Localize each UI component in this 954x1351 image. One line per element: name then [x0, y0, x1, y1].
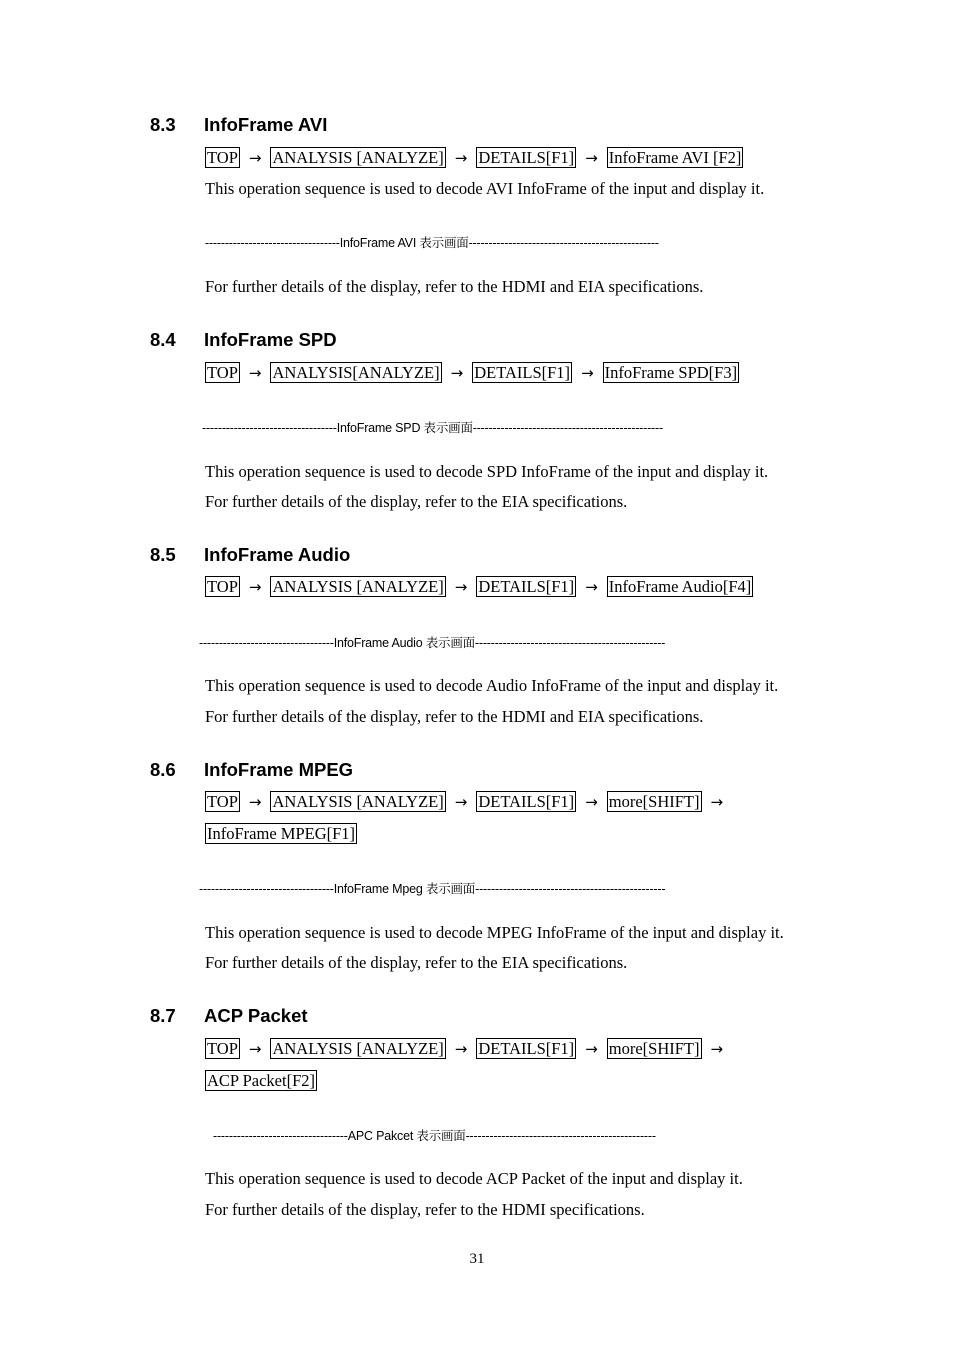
section-title: InfoFrame MPEG: [204, 759, 354, 780]
arrow-right-icon: →: [248, 577, 262, 596]
arrow-right-icon: →: [585, 148, 598, 167]
arrow-right-icon: →: [581, 363, 594, 382]
nav-key-top: TOP: [207, 363, 238, 382]
nav-key-infoframe-spd: InfoFrame SPD[F3]: [604, 363, 738, 382]
nav-key-details: DETAILS[F1]: [474, 363, 571, 382]
arrow-right-icon: →: [454, 577, 468, 596]
section-heading-8-6: [150, 759, 354, 781]
screen-caption: ----------------------------------InfoFrame SPD 表示画面------------------------------------------------: [202, 421, 663, 435]
nav-sequence-8-7-line2: [205, 1070, 317, 1091]
section-number: 8.3: [150, 114, 176, 135]
section-heading-8-4: [150, 329, 337, 351]
nav-sequence-8-4: [205, 362, 739, 383]
section-description: This operation sequence is used to decode Audio InfoFrame of the input and display it.: [205, 676, 779, 695]
arrow-right-icon: →: [454, 1039, 468, 1058]
nav-key-details: DETAILS[F1]: [478, 1039, 575, 1058]
nav-key-more: more[SHIFT]: [608, 792, 700, 811]
section-note: For further details of the display, refer to the EIA specifications.: [205, 492, 628, 511]
screen-caption: ----------------------------------APC Pakcet 表示画面------------------------------------------------: [213, 1129, 656, 1143]
nav-key-top: TOP: [207, 148, 238, 167]
arrow-right-icon: →: [248, 148, 262, 167]
nav-key-top: TOP: [207, 1039, 238, 1058]
nav-key-analysis: ANALYSIS [ANALYZE]: [272, 148, 444, 167]
nav-key-more: more[SHIFT]: [608, 1039, 700, 1058]
nav-key-details: DETAILS[F1]: [478, 577, 575, 596]
nav-key-analysis: ANALYSIS [ANALYZE]: [272, 792, 444, 811]
arrow-right-icon: →: [585, 792, 598, 811]
nav-sequence-8-6: [205, 791, 732, 812]
section-number: 8.6: [150, 759, 176, 780]
section-description: This operation sequence is used to decode MPEG InfoFrame of the input and display it.: [205, 923, 784, 942]
section-number: 8.7: [150, 1005, 176, 1026]
section-number: 8.4: [150, 329, 176, 350]
arrow-right-icon: →: [454, 148, 468, 167]
nav-key-analysis: ANALYSIS[ANALYZE]: [272, 363, 440, 382]
section-heading-8-5: [150, 544, 351, 566]
nav-sequence-8-7: [205, 1038, 732, 1059]
nav-key-analysis: ANALYSIS [ANALYZE]: [272, 577, 444, 596]
nav-key-top: TOP: [207, 577, 238, 596]
section-heading-8-3: [150, 114, 328, 136]
arrow-right-icon: →: [450, 363, 464, 382]
nav-key-acp-packet: ACP Packet[F2]: [207, 1071, 316, 1090]
nav-sequence-8-6-line2: [205, 823, 357, 844]
section-description: This operation sequence is used to decode ACP Packet of the input and display it.: [205, 1169, 743, 1188]
section-description: This operation sequence is used to decode AVI InfoFrame of the input and display it.: [205, 179, 765, 198]
nav-sequence-8-5: [205, 576, 753, 597]
arrow-right-icon: →: [585, 577, 598, 596]
page-number: 31: [469, 1251, 485, 1267]
screen-caption: ----------------------------------InfoFrame AVI 表示画面------------------------------------------------: [205, 236, 659, 250]
arrow-right-icon: →: [248, 1039, 262, 1058]
screen-caption: ----------------------------------InfoFrame Mpeg 表示画面------------------------------------------------: [199, 882, 666, 896]
nav-key-infoframe-mpeg: InfoFrame MPEG[F1]: [207, 824, 356, 843]
section-title: InfoFrame AVI: [204, 114, 328, 135]
nav-key-details: DETAILS[F1]: [478, 792, 575, 811]
screen-caption: ----------------------------------InfoFrame Audio 表示画面------------------------------------------------: [199, 636, 666, 650]
arrow-right-icon: →: [248, 363, 262, 382]
nav-key-analysis: ANALYSIS [ANALYZE]: [272, 1039, 444, 1058]
arrow-right-icon: →: [710, 1039, 724, 1058]
section-title: InfoFrame SPD: [204, 329, 337, 350]
nav-key-details: DETAILS[F1]: [478, 148, 575, 167]
arrow-right-icon: →: [710, 792, 724, 811]
section-description: This operation sequence is used to decode SPD InfoFrame of the input and display it.: [205, 462, 769, 481]
section-note: For further details of the display, refer to the HDMI specifications.: [205, 1200, 645, 1219]
section-note: For further details of the display, refer to the EIA specifications.: [205, 953, 628, 972]
nav-sequence-8-3: [205, 147, 743, 168]
section-note: For further details of the display, refer to the HDMI and EIA specifications.: [205, 707, 704, 726]
arrow-right-icon: →: [454, 792, 468, 811]
section-heading-8-7: [150, 1005, 308, 1027]
nav-key-infoframe-audio: InfoFrame Audio[F4]: [608, 577, 752, 596]
arrow-right-icon: →: [585, 1039, 598, 1058]
arrow-right-icon: →: [248, 792, 262, 811]
section-note: For further details of the display, refer to the HDMI and EIA specifications.: [205, 277, 704, 296]
nav-key-infoframe-avi: InfoFrame AVI [F2]: [608, 148, 742, 167]
nav-key-top: TOP: [207, 792, 238, 811]
section-title: InfoFrame Audio: [204, 544, 351, 565]
section-title: ACP Packet: [204, 1005, 308, 1026]
section-number: 8.5: [150, 544, 176, 565]
